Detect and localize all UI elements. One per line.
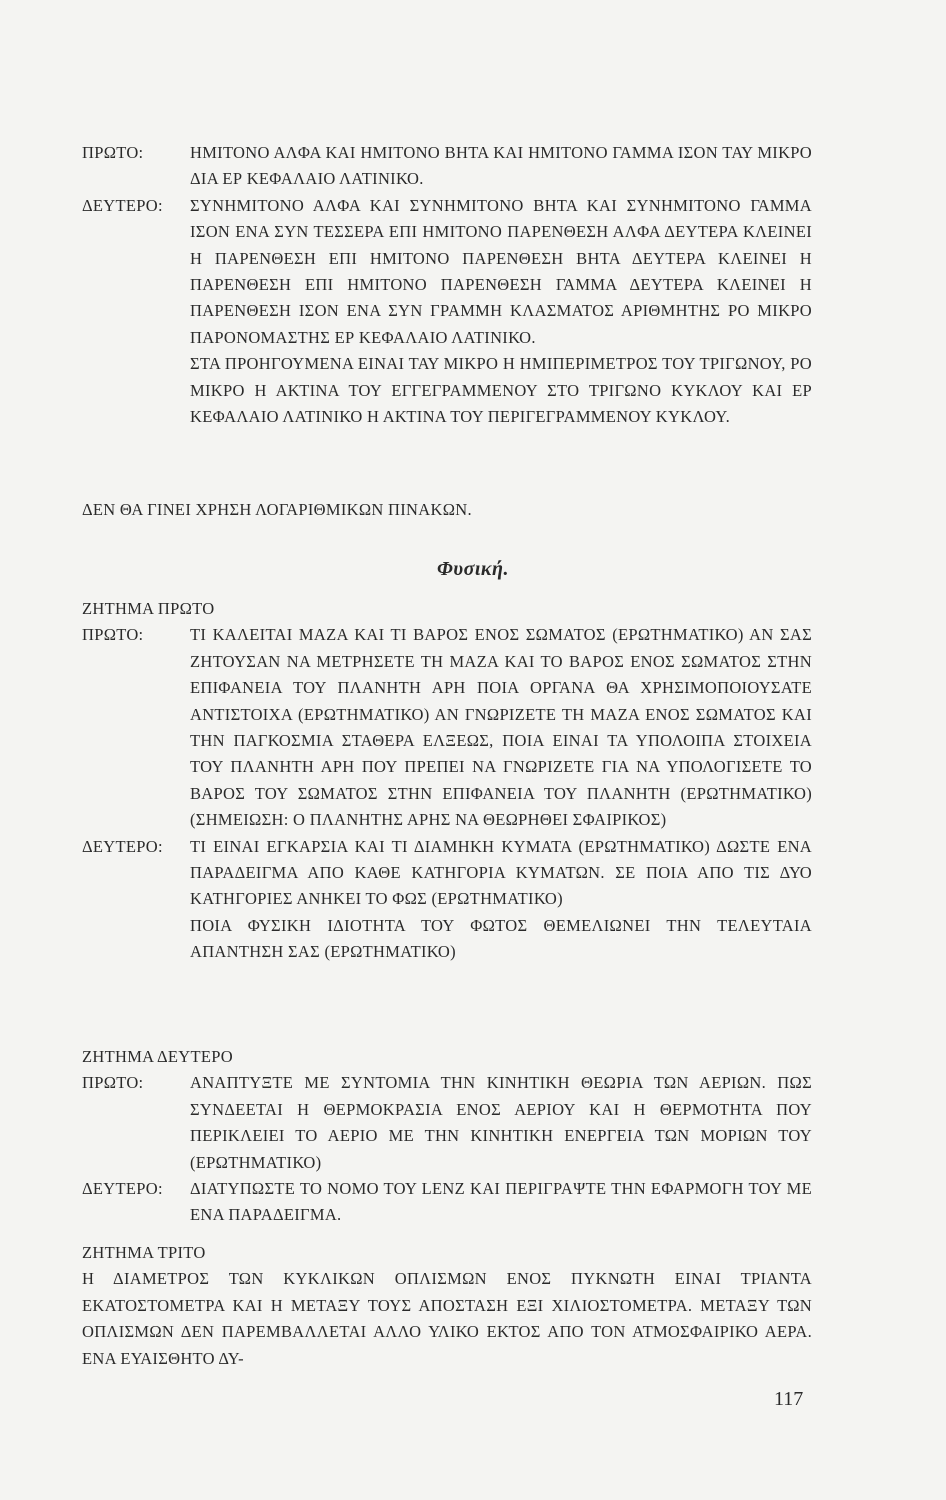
- topic-2-first: [82, 1070, 812, 1176]
- topic-text: Η ΔΙΑΜΕΤΡΟΣ ΤΩΝ ΚΥΚΛΙΚΩΝ ΟΠΛΙΣΜΩΝ ΕΝΟΣ ΠΥΚΝΩΤΗ ΕΙΝΑΙ ΤΡΙΑΝΤΑ ΕΚΑΤΟΣΤΟΜΕΤΡΑ ΚΑΙ Η ΜΕΤΑΞΥ ΤΟΥΣ ΑΠΟΣΤΑΣΗ ΕΞΙ ΧΙΛΙΟΣΤΟΜΕΤΡΑ. ΜΕΤΑΞΥ ΤΩΝ ΟΠΛΙΣΜΩΝ ΔΕΝ ΠΑΡΕΜΒΑΛΛΕΤΑΙ ΑΛΛΟ ΥΛΙΚΟ ΕΚΤΟΣ ΑΠΟ ΤΟΝ ΑΤΜΟΣΦΑΙΡΙΚΟ ΑΕΡΑ. ΕΝΑ ΕΥΑΙΣΘΗΤΟ ΔΥ-: [82, 1269, 812, 1368]
- item-text: ΑΝΑΠΤΥΞΤΕ ΜΕ ΣΥΝΤΟΜΙΑ ΤΗΝ ΚΙΝΗΤΙΚΗ ΘΕΩΡΙΑ ΤΩΝ ΑΕΡΙΩΝ. ΠΩΣ ΣΥΝΔΕΕΤΑΙ Η ΘΕΡΜΟΚΡΑΣΙΑ ΕΝΟΣ ΑΕΡΙΟΥ ΚΑΙ Η ΘΕΡΜΟΤΗΤΑ ΠΟΥ ΠΕΡΙΚΛΕΙΕΙ ΤΟ ΑΕΡΙΟ ΜΕ ΤΗΝ ΚΙΝΗΤΙΚΗ ΕΝΕΡΓΕΙΑ ΤΩΝ ΜΟΡΙΩΝ ΤΟΥ (ΕΡΩΤΗΜΑΤΙΚΟ): [190, 1073, 812, 1172]
- item-text-continued: ΠΟΙΑ ΦΥΣΙΚΗ ΙΔΙΟΤΗΤΑ ΤΟΥ ΦΩΤΟΣ ΘΕΜΕΛΙΩΝΕΙ ΤΗΝ ΤΕΛΕΥΤΑΙΑ ΑΠΑΝΤΗΣΗ ΣΑΣ (ΕΡΩΤΗΜΑΤΙΚΟ): [190, 915, 812, 962]
- item-text: ΣΥΝΗΜΙΤΟΝΟ ΑΛΦΑ ΚΑΙ ΣΥΝΗΜΙΤΟΝΟ ΒΗΤΑ ΚΑΙ ΣΥΝΗΜΙΤΟΝΟ ΓΑΜΜΑ ΙΣΟΝ ΕΝΑ ΣΥΝ ΤΕΣΣΕΡΑ ΕΠΙ ΗΜΙΤΟΝΟ ΠΑΡΕΝΘΕΣΗ ΑΛΦΑ ΔΕΥΤΕΡΑ ΚΛΕΙΝΕΙ Η ΠΑΡΕΝΘΕΣΗ ΕΠΙ ΗΜΙΤΟΝΟ ΠΑΡΕΝΘΕΣΗ ΒΗΤΑ ΔΕΥΤΕΡΑ ΚΛΕΙΝΕΙ Η ΠΑΡΕΝΘΕΣΗ ΕΠΙ ΗΜΙΤΟΝΟ ΠΑΡΕΝΘΕΣΗ ΓΑΜΜΑ ΔΕΥΤΕΡΑ ΚΛΕΙΝΕΙ Η ΠΑΡΕΝΘΕΣΗ ΙΣΟΝ ΕΝΑ ΣΥΝ ΓΡΑΜΜΗ ΚΛΑΣΜΑΤΟΣ ΑΡΙΘΜΗΤΗΣ ΡΟ ΜΙΚΡΟ ΠΑΡΟΝΟΜΑΣΤΗΣ ΕΡ ΚΕΦΑΛΑΙΟ ΛΑΤΙΝΙΚΟ.: [190, 195, 812, 347]
- section-heading: Φυσική.: [437, 558, 509, 580]
- math-first-item: [82, 140, 812, 193]
- item-label: ΠΡΩΤΟ:: [82, 625, 144, 645]
- item-label: ΠΡΩΤΟ:: [82, 143, 144, 162]
- item-text: ΤΙ ΕΙΝΑΙ ΕΓΚΑΡΣΙΑ ΚΑΙ ΤΙ ΔΙΑΜΗΚΗ ΚΥΜΑΤΑ (ΕΡΩΤΗΜΑΤΙΚΟ) ΔΩΣΤΕ ΕΝΑ ΠΑΡΑΔΕΙΓΜΑ ΑΠΟ ΚΑΘΕ ΚΑΤΗΓΟΡΙΑ ΚΥΜΑΤΩΝ. ΣΕ ΠΟΙΑ ΑΠΟ ΤΙΣ ΔΥΟ ΚΑΤΗΓΟΡΙΕΣ ΑΝΗΚΕΙ ΤΟ ΦΩΣ (ΕΡΩΤΗΜΑΤΙΚΟ): [190, 836, 812, 909]
- tables-note: ΔΕΝ ΘΑ ΓΙΝΕΙ ΧΡΗΣΗ ΛΟΓΑΡΙΘΜΙΚΩΝ ΠΙΝΑΚΩΝ.: [82, 500, 472, 519]
- topic-title: ΖΗΤΗΜΑ ΤΡΙΤΟ: [82, 1243, 206, 1262]
- item-note: ΣΤΑ ΠΡΟΗΓΟΥΜΕΝΑ ΕΙΝΑΙ ΤΑΥ ΜΙΚΡΟ Η ΗΜΙΠΕΡΙΜΕΤΡΟΣ ΤΟΥ ΤΡΙΓΩΝΟΥ, ΡΟ ΜΙΚΡΟ Η ΑΚΤΙΝΑ ΤΟΥ ΕΓΓΕΓΡΑΜΜΕΝΟΥ ΣΤΟ ΤΡΙΓΩΝΟ ΚΥΚΛΟΥ ΚΑΙ ΕΡ ΚΕΦΑΛΑΙΟ ΛΑΤΙΝΙΚΟ Η ΑΚΤΙΝΑ ΤΟΥ ΠΕΡΙΓΕΓΡΑΜΜΕΝΟΥ ΚΥΚΛΟΥ.: [190, 354, 812, 427]
- topic-2: [82, 1044, 812, 1229]
- topic-1: [82, 596, 812, 966]
- item-label: ΠΡΩΤΟ:: [82, 1073, 144, 1093]
- math-section: [82, 140, 812, 430]
- item-text: ΤΙ ΚΑΛΕΙΤΑΙ ΜΑΖΑ ΚΑΙ ΤΙ ΒΑΡΟΣ ΕΝΟΣ ΣΩΜΑΤΟΣ (ΕΡΩΤΗΜΑΤΙΚΟ) ΑΝ ΣΑΣ ΖΗΤΟΥΣΑΝ ΝΑ ΜΕΤΡΗΣΕΤΕ ΤΗ ΜΑΖΑ ΚΑΙ ΤΟ ΒΑΡΟΣ ΕΝΟΣ ΣΩΜΑΤΟΣ ΣΤΗΝ ΕΠΙΦΑΝΕΙΑ ΤΟΥ ΠΛΑΝΗΤΗ ΑΡΗ ΠΟΙΑ ΟΡΓΑΝΑ ΘΑ ΧΡΗΣΙΜΟΠΟΙΟΥΣΑΤΕ ΑΝΤΙΣΤΟΙΧΑ (ΕΡΩΤΗΜΑΤΙΚΟ) ΑΝ ΓΝΩΡΙΖΕΤΕ ΤΗ ΜΑΖΑ ΕΝΟΣ ΣΩΜΑΤΟΣ ΚΑΙ ΤΗΝ ΠΑΓΚΟΣΜΙΑ ΣΤΑΘΕΡΑ ΕΛΞΕΩΣ, ΠΟΙΑ ΕΙΝΑΙ ΤΑ ΥΠΟΛΟΙΠΑ ΣΤΟΙΧΕΙΑ ΤΟΥ ΠΛΑΝΗΤΗ ΑΡΗ ΠΟΥ ΠΡΕΠΕΙ ΝΑ ΓΝΩΡΙΖΕΤΕ ΓΙΑ ΝΑ ΥΠΟΛΟΓΙΣΕΤΕ ΤΟ ΒΑΡΟΣ ΤΟΥ ΣΩΜΑΤΟΣ ΣΤΗΝ ΕΠΙΦΑΝΕΙΑ ΤΟΥ ΠΛΑΝΗΤΗ (ΕΡΩΤΗΜΑΤΙΚΟ) (ΣΗΜΕΙΩΣΗ: Ο ΠΛΑΝΗΤΗΣ ΑΡΗΣ ΝΑ ΘΕΩΡΗΘΕΙ ΣΦΑΙΡΙΚΟΣ): [190, 625, 812, 830]
- item-label: ΔΕΥΤΕΡΟ:: [82, 1179, 163, 1199]
- math-second-item: [82, 193, 812, 431]
- topic-title: ΖΗΤΗΜΑ ΔΕΥΤΕΡΟ: [82, 1047, 233, 1066]
- topic-2-second: [82, 1176, 812, 1229]
- item-text: ΗΜΙΤΟΝΟ ΑΛΦΑ ΚΑΙ ΗΜΙΤΟΝΟ ΒΗΤΑ ΚΑΙ ΗΜΙΤΟΝΟ ΓΑΜΜΑ ΙΣΟΝ ΤΑΥ ΜΙΚΡΟ ΔΙΑ ΕΡ ΚΕΦΑΛΑΙΟ ΛΑΤΙΝΙΚΟ.: [190, 143, 812, 189]
- topic-3: [82, 1240, 812, 1372]
- topic-1-first: [82, 622, 812, 833]
- page-number: 117: [774, 1388, 804, 1410]
- item-label: ΔΕΥΤΕΡΟ:: [82, 836, 163, 856]
- topic-title: ΖΗΤΗΜΑ ΠΡΩΤΟ: [82, 599, 215, 618]
- item-label: ΔΕΥΤΕΡΟ:: [82, 195, 163, 215]
- item-text: ΔΙΑΤΥΠΩΣΤΕ ΤΟ ΝΟΜΟ ΤΟΥ LENZ ΚΑΙ ΠΕΡΙΓΡΑΨΤΕ ΤΗΝ ΕΦΑΡΜΟΓΗ ΤΟΥ ΜΕ ΕΝΑ ΠΑΡΑΔΕΙΓΜΑ.: [190, 1179, 812, 1225]
- tables-note-block: [82, 497, 812, 523]
- topic-1-second: [82, 834, 812, 966]
